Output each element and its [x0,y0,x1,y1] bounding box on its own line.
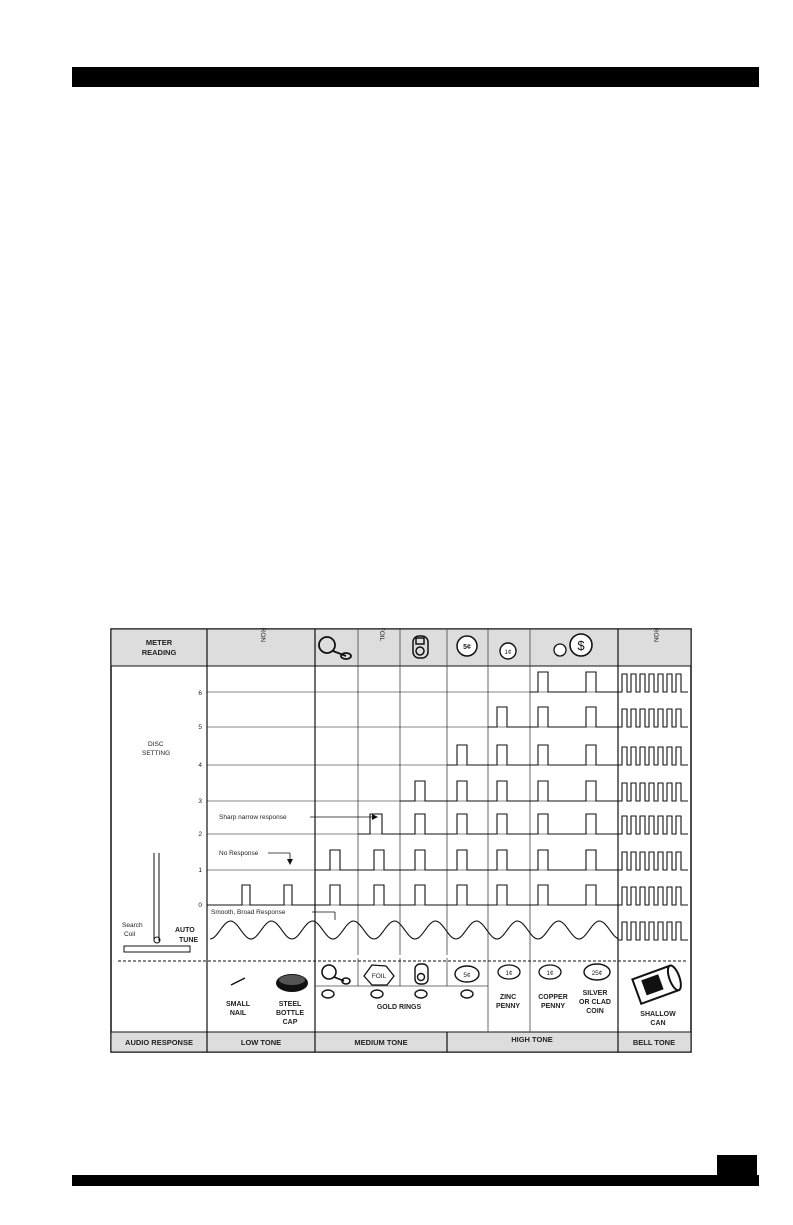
auto-tune-line1: AUTO [175,927,195,934]
svg-text:1: 1 [198,867,202,874]
iron-left-label: IRON [259,628,266,643]
copper-penny-line1: COPPER [538,994,568,1001]
bottle-cap-icon [276,974,308,992]
svg-text:1¢: 1¢ [504,649,512,656]
bottle-cap-line3: CAP [282,1019,298,1026]
svg-text:3: 3 [198,798,202,805]
bell-tone-label: BELL TONE [632,1038,676,1047]
zinc-penny-line1: ZINC [499,994,517,1001]
header-row [111,629,691,666]
zinc-penny-object-icon [498,965,520,979]
no-response-label: No Response [219,850,259,857]
svg-text:5: 5 [198,724,202,731]
zinc-penny-line2: PENNY [495,1003,521,1010]
silver-coin-object-icon [584,964,610,980]
disc-setting-line2: SETTING [142,750,171,757]
sharp-response-label: Sharp narrow response [219,814,287,821]
svg-text:2: 2 [198,831,202,838]
svg-text:0: 0 [198,902,202,909]
nickel-object-icon [455,966,479,982]
meter-reading-line1: METER [145,638,173,647]
audio-response-label: AUDIO RESPONSE [125,1038,193,1047]
svg-text:1¢: 1¢ [505,970,513,977]
discrimination-diagram [110,628,692,1053]
iron-right-label: IRON [652,628,659,643]
disc-setting-line1: DISC [148,741,164,748]
high-tone-label: HIGH TONE [511,1035,553,1044]
search-coil-line1: Search [122,922,143,929]
svg-text:$: $ [577,638,585,653]
bottle-cap-line1: STEEL [278,1001,302,1008]
svg-text:4: 4 [198,762,202,769]
svg-text:25¢: 25¢ [591,970,603,977]
small-nail-line1: SMALL [225,1001,251,1008]
copper-penny-line2: PENNY [540,1003,566,1010]
shallow-can-line2: CAN [650,1020,666,1027]
footer-rule [72,1175,759,1186]
svg-text:1¢: 1¢ [546,970,554,977]
header-rule [72,67,759,87]
penny-icon [500,643,516,659]
nickel-icon [457,636,477,656]
discrimination-chart [110,628,692,1053]
meter-reading-line2: READING [141,648,177,657]
medium-tone-label: MEDIUM TONE [354,1038,408,1047]
auto-tune-line2: TUNE [179,937,199,944]
search-coil-line2: Coil [124,931,136,938]
svg-text:5¢: 5¢ [463,644,471,651]
foil-header-label: FOIL [378,628,385,642]
shallow-can-line1: SHALLOW [640,1011,676,1018]
silver-coin-line2: OR CLAD [579,999,611,1006]
smooth-response-label: Smooth, Broad Response [211,909,286,916]
silver-coin-line1: SILVER [582,990,608,997]
silver-coin-line3: COIN [586,1008,604,1015]
svg-text:6: 6 [198,690,202,697]
low-tone-label: LOW TONE [240,1038,282,1047]
gold-rings-label: GOLD RINGS [376,1004,422,1011]
page-number-tab [717,1155,757,1185]
bottle-cap-line2: BOTTLE [276,1010,304,1017]
svg-text:5¢: 5¢ [463,972,471,979]
small-nail-line2: NAIL [229,1010,247,1017]
copper-penny-object-icon [539,965,561,979]
svg-text:FOIL: FOIL [371,973,387,980]
